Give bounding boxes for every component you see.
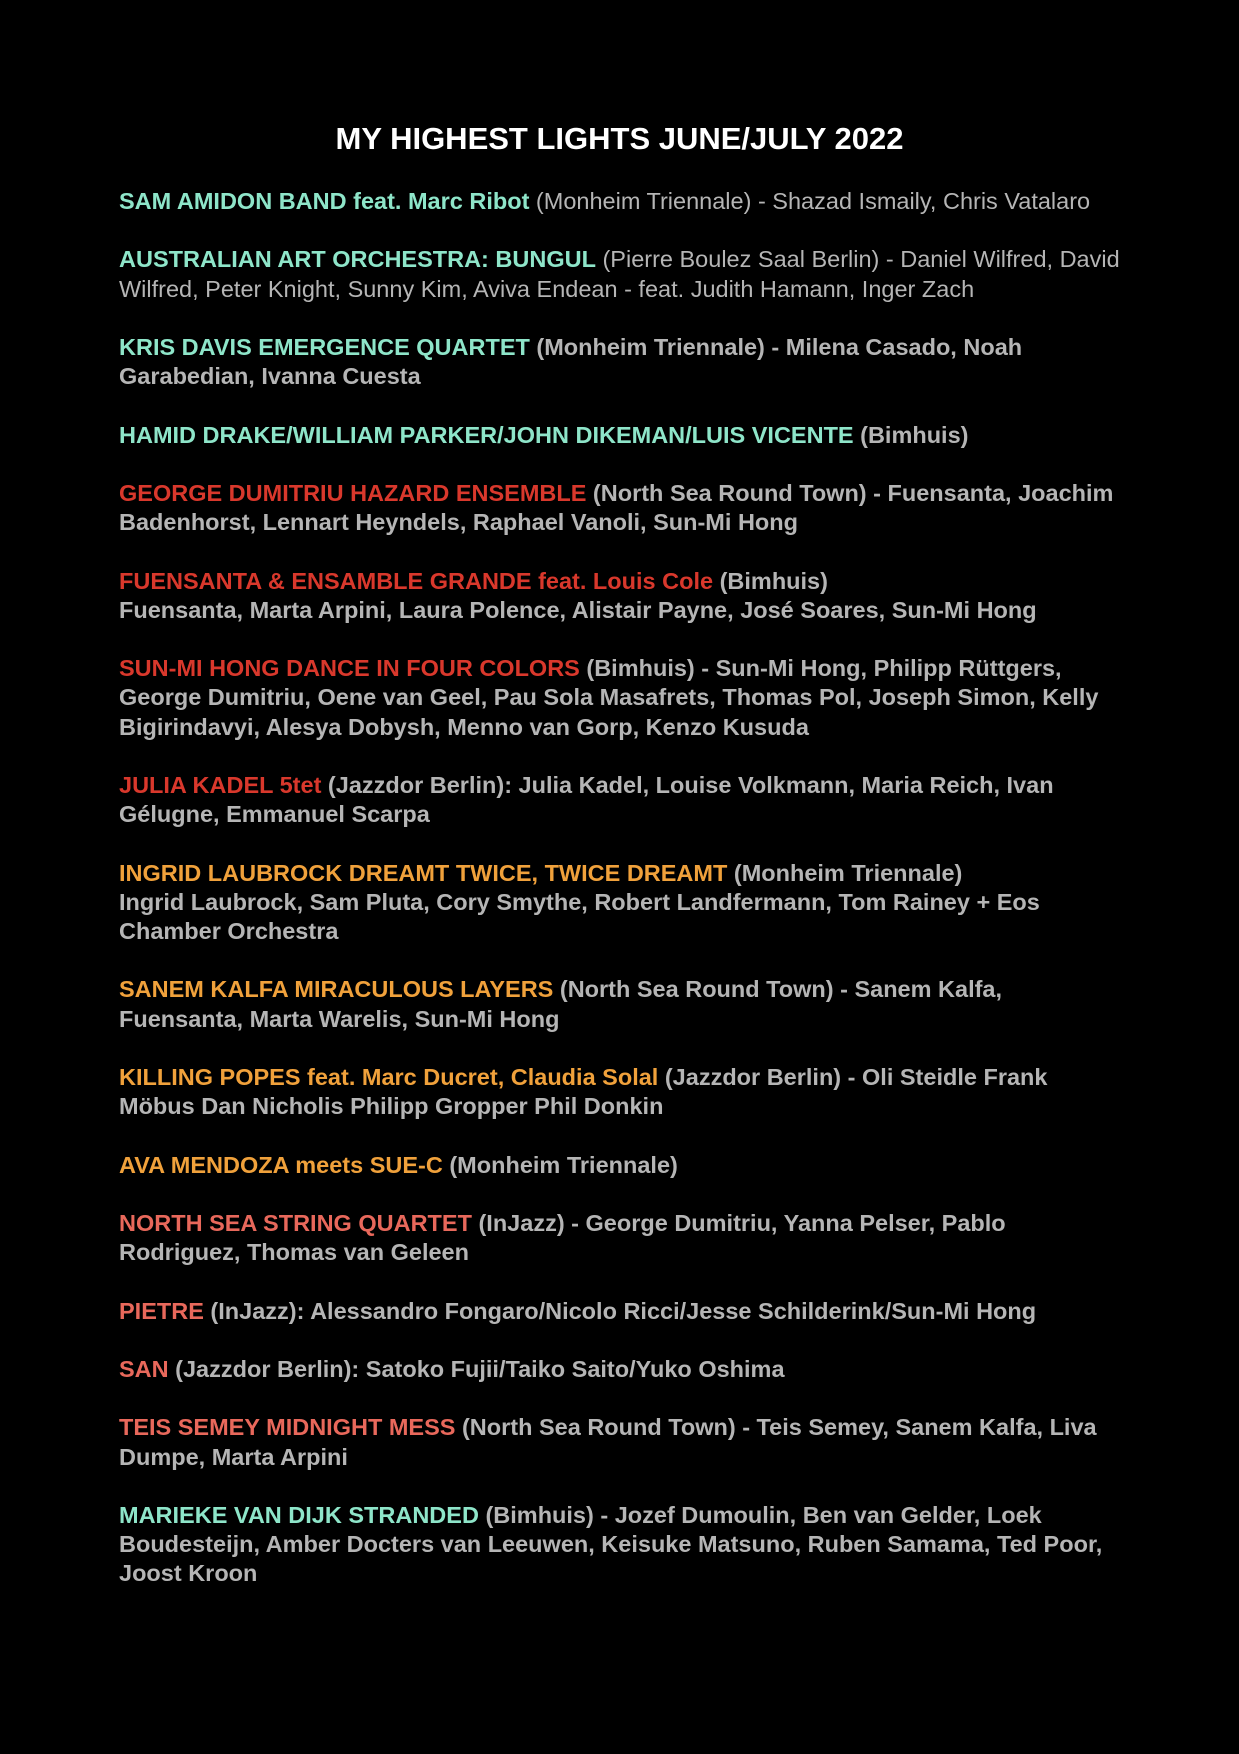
list-item bbox=[119, 654, 1129, 742]
entry-details: (North Sea Round Town) - Sanem Kalfa, Fuensanta, Marta Warelis, Sun-Mi Hong bbox=[119, 976, 1003, 1032]
entry-name: HAMID DRAKE/WILLIAM PARKER/JOHN DIKEMAN/LUIS VICENTE bbox=[119, 421, 854, 448]
entry-details: (North Sea Round Town) - Fuensanta, Joachim Badenhorst, Lennart Heyndels, Raphael Vanoli, Sun-Mi Hong bbox=[119, 479, 1114, 536]
entry-name: AUSTRALIAN ART ORCHESTRA: BUNGUL bbox=[119, 246, 596, 273]
entry-details: (Bimhuis) - Sun-Mi Hong, Philipp Rüttgers, George Dumitriu, Oene van Geel, Pau Sola Masafrets, Thomas Pol, Joseph Simon, Kelly Bigirindavyi, Alesya Dobysh, Menno van Gorp, Kenzo Kusuda bbox=[119, 655, 1099, 740]
entry-details: (Bimhuis) bbox=[853, 421, 969, 448]
list-item bbox=[119, 1501, 1129, 1589]
entry-details: (Bimhuis) bbox=[713, 567, 828, 594]
entry-name: PIETRE bbox=[119, 1297, 204, 1324]
page-title: MY HIGHEST LIGHTS JUNE/JULY 2022 bbox=[335, 121, 904, 156]
entry-details: (Monheim Triennale) - Shazad Ismaily, Chris Vatalaro bbox=[529, 188, 1091, 214]
list-item bbox=[119, 333, 1129, 391]
entry-name: KRIS DAVIS EMERGENCE QUARTET bbox=[119, 333, 530, 360]
list-item bbox=[119, 1209, 1129, 1267]
entry-name: TEIS SEMEY MIDNIGHT MESS bbox=[119, 1414, 456, 1441]
entry-lineup: Fuensanta, Marta Arpini, Laura Polence, Alistair Payne, José Soares, Sun-Mi Hong bbox=[119, 596, 1037, 623]
entry-name: SANEM KALFA MIRACULOUS LAYERS bbox=[119, 976, 554, 1003]
entry-name: INGRID LAUBROCK DREAMT TWICE, TWICE DREAMT bbox=[119, 859, 728, 886]
list-item bbox=[119, 859, 1129, 947]
entry-details: (Monheim Triennale) bbox=[727, 859, 963, 886]
list-item bbox=[119, 245, 1129, 303]
entry-name: SAM AMIDON BAND feat. Marc Ribot bbox=[119, 188, 530, 214]
entry-name: SAN bbox=[119, 1355, 169, 1382]
entry-lineup: Ingrid Laubrock, Sam Pluta, Cory Smythe, Robert Landfermann, Tom Rainey + Eos Chamber Orchestra bbox=[119, 888, 1040, 944]
list-item bbox=[119, 1355, 1129, 1384]
list-item bbox=[119, 187, 1129, 216]
entry-name: KILLING POPES feat. Marc Ducret, Claudia Solal bbox=[119, 1063, 659, 1090]
entry-details: (Jazzdor Berlin): Satoko Fujii/Taiko Saito/Yuko Oshima bbox=[168, 1355, 785, 1382]
list-item bbox=[119, 421, 1129, 450]
entry-name: MARIEKE VAN DIJK STRANDED bbox=[119, 1501, 479, 1528]
entry-details: (Monheim Triennale) bbox=[442, 1151, 678, 1178]
entry-details: (Monheim Triennale) - Milena Casado, Noah Garabedian, Ivanna Cuesta bbox=[119, 333, 1023, 390]
entry-details: (InJazz) - George Dumitriu, Yanna Pelser, Pablo Rodriguez, Thomas van Geleen bbox=[119, 1209, 1006, 1266]
entry-details: (InJazz): Alessandro Fongaro/Nicolo Ricci/Jesse Schilderink/Sun-Mi Hong bbox=[203, 1297, 1037, 1324]
list-item bbox=[119, 1413, 1129, 1471]
entry-name: NORTH SEA STRING QUARTET bbox=[119, 1209, 472, 1236]
entry-details: (Jazzdor Berlin): Julia Kadel, Louise Volkmann, Maria Reich, Ivan Gélugne, Emmanuel Scarpa bbox=[119, 771, 1054, 828]
entry-name: GEORGE DUMITRIU HAZARD ENSEMBLE bbox=[119, 479, 587, 506]
entry-name: FUENSANTA & ENSAMBLE GRANDE feat. Louis Cole bbox=[119, 567, 714, 594]
list-item bbox=[119, 1297, 1129, 1326]
list-item bbox=[119, 1063, 1129, 1121]
entry-name: JULIA KADEL 5tet bbox=[119, 771, 322, 798]
entry-details: (Jazzdor Berlin) - Oli Steidle Frank Möbus Dan Nicholis Philipp Gropper Phil Donkin bbox=[119, 1063, 1048, 1120]
entry-details: (Bimhuis) - Jozef Dumoulin, Ben van Gelder, Loek Boudesteijn, Amber Docters van Leeuwen, Keisuke Matsuno, Ruben Samama, Ted Poor, Joost Kroon bbox=[119, 1501, 1103, 1587]
list-item bbox=[119, 567, 1129, 625]
entry-details: (Pierre Boulez Saal Berlin) - Daniel Wilfred, David Wilfred, Peter Knight, Sunny Kim, Aviva Endean - feat. Judith Hamann, Inger Zach bbox=[119, 246, 1120, 302]
list-item bbox=[119, 479, 1129, 537]
entry-name: SUN-MI HONG DANCE IN FOUR COLORS bbox=[119, 655, 580, 682]
highlights-list bbox=[119, 187, 1129, 1618]
entry-name: AVA MENDOZA meets SUE-C bbox=[119, 1151, 443, 1178]
list-item bbox=[119, 771, 1129, 829]
list-item bbox=[119, 1151, 1129, 1180]
list-item bbox=[119, 975, 1129, 1033]
entry-details: (North Sea Round Town) - Teis Semey, Sanem Kalfa, Liva Dumpe, Marta Arpini bbox=[119, 1414, 1097, 1470]
